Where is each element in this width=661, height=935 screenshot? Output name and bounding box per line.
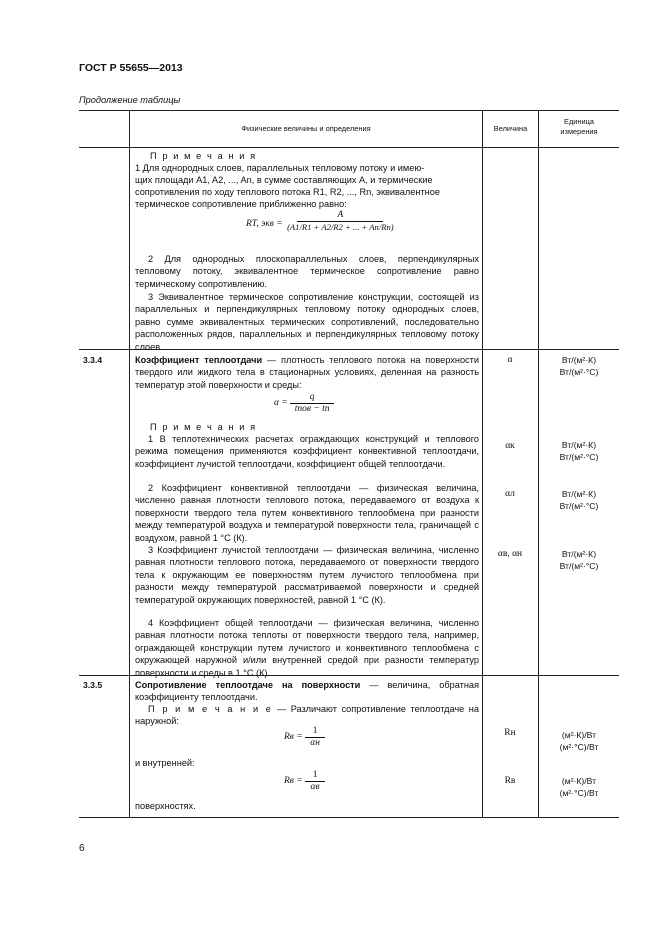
unit-line: Вт/(м²·К) (561, 355, 597, 365)
unit-line: Вт/(м²·К) (561, 489, 597, 499)
unit-line: (м²·К)/Вт (561, 730, 597, 740)
unit-line: (м²·°С)/Вт (559, 788, 599, 798)
symbol-alpha: α (507, 355, 513, 365)
header-unit-line2: измерения (560, 127, 598, 136)
unit-line: (м²·°С)/Вт (559, 742, 599, 752)
unit-line: Вт/(м²·К) (561, 549, 597, 559)
formula-r-inner-fraction (305, 770, 325, 793)
symbol-r-v: Rв (504, 776, 516, 786)
ending-text-335: поверхностях. (135, 801, 196, 811)
formula-r-inner-lhs: Rв = (284, 776, 303, 787)
formula-r-inner (284, 770, 325, 793)
unit-line: Вт/(м²·К) (561, 440, 597, 450)
note-title-335: П р и м е ч а н и е (148, 704, 273, 714)
unit-line: Вт/(м²·°С) (559, 501, 599, 511)
unit-r-n (539, 729, 619, 753)
definition-334-text: — плотность теплового потока на поверхности твердого или жидкого тела в стационарных условиях, деленная на разность температур этой поверхности и среды: (135, 355, 479, 390)
formula-alpha-numerator: q (290, 392, 334, 404)
row-code-335: 3.3.5 (83, 680, 103, 690)
symbol-alpha-k: αк (505, 441, 515, 451)
note1-line-b: щих площади A1, A2, ..., An, в сумме составляющих A, и термические (135, 175, 433, 185)
formula-alpha (274, 392, 334, 415)
header-definitions: Физические величины и определения (241, 124, 371, 133)
formula-r-outer-denominator: αн (310, 738, 320, 748)
unit-alpha-l (539, 488, 619, 512)
formula-r-outer (284, 726, 325, 749)
note2-334: 2 Коэффициент конвективной теплоотдачи — физическая величина, численно равная плотности теплового потока, передаваемого от воздуха к поверхности твердого тела путем конвективного теплообмена при разности между температурой воздуха и температурой поверхности тела, граничащей с воздухом, равной 1 °С (К). (135, 483, 479, 543)
definition-335-text: — величина, обратная коэффициенту теплоотдачи. (135, 680, 479, 703)
unit-alpha-v-n (539, 548, 619, 572)
note1-line-d: термическое сопротивление приближенно равно: (135, 199, 347, 209)
unit-line: Вт/(м²·°С) (559, 561, 599, 571)
formula-alpha-lhs: α = (274, 398, 288, 409)
note1-line-c: сопротивления по ходу теплового потока R1, R2, ..., Rn, эквивалентное (135, 187, 440, 197)
formula-lhs: RT, экв = (246, 219, 283, 230)
formula-r-outer-lhs: Rв = (284, 732, 303, 743)
definition-335 (135, 679, 479, 704)
note4-334: 4 Коэффициент общей теплоотдачи — физическая величина, численно равная плотности потока теплоты от поверхности твердого тела, например, ограждающей конструкции путем лучистого и конвективного теплообмена с окружающей наружной и/или внутренней средой при разности температур поверхности и среды в 1 °С (К). (135, 618, 479, 678)
formula-numerator: A (297, 210, 383, 222)
symbol-r-n: Rн (504, 728, 516, 738)
header-symbol: Величина (493, 124, 528, 133)
table-bottom-border (79, 817, 619, 818)
header-unit-line1: Единица (564, 117, 594, 126)
column-divider-3 (538, 110, 539, 817)
formula-r-outer-fraction (305, 726, 325, 749)
document-code: ГОСТ Р 55655—2013 (79, 62, 183, 74)
symbol-alpha-l: αл (505, 489, 515, 499)
notes-title-334: П р и м е ч а н и я (150, 422, 257, 432)
row-code-334: 3.3.4 (83, 355, 103, 365)
formula-denominator: (A1/R1 + A2/R2 + ... + An/Rn) (287, 222, 394, 232)
note3: 3 Эквивалентное термическое сопротивление конструкции, состоящей из параллельных и перпендикулярных тепловому потоку однородных слоев, равно сумме эквивалентных термических сопротивлений, последовательно расположенных рядов, параллельных и перпендикулярных тепловому потоку слоев. (135, 292, 479, 352)
definition-334 (135, 354, 479, 391)
formula-alpha-fraction (290, 392, 334, 415)
header-unit (539, 117, 619, 137)
formula-r-inner-denominator: αв (310, 782, 320, 792)
formula-equivalent-resistance (246, 210, 396, 233)
note2: 2 Для однородных плоскопараллельных слоев, перпендикулярных тепловому потоку, эквивалентное термическое сопротивление равно термическому сопротивлению. (135, 254, 479, 289)
table-continuation-caption: Продолжение таблицы (79, 95, 181, 105)
formula-r-outer-numerator: 1 (305, 726, 325, 738)
note3-334: 3 Коэффициент лучистой теплоотдачи — физическая величина, численно равная плотности теплового потока, передаваемого от поверхности твердого тела к окружающим ее поверхностям путем лучистого теплообмена при разности между температурой рассматриваемой поверхности и средней температурой окружающих поверхностей, равной 1 °С (К). (135, 545, 479, 605)
note-335 (135, 703, 479, 728)
note-text-335: — Различают сопротивление теплоотдаче на наружной: (135, 704, 479, 727)
term-334: Коэффициент теплоотдачи (135, 355, 263, 365)
formula-alpha-denominator: tпов − tп (294, 404, 330, 414)
notes-title: П р и м е ч а н и я (150, 151, 257, 161)
unit-line: Вт/(м²·°С) (559, 367, 599, 377)
term-335: Сопротивление теплоотдаче на поверхности (135, 680, 361, 690)
between-text-335: и внутренней: (135, 758, 195, 768)
unit-alpha (539, 354, 619, 378)
note1-line-a: 1 Для однородных слоев, параллельных тепловому потоку и имею- (135, 163, 425, 173)
note1-334: 1 В теплотехнических расчетах ограждающих конструкций и теплового режима помещения применяются коэффициент конвективной теплоотдачи, коэффициент лучистой теплоотдачи, коэффициент общей теплоотдачи. (135, 434, 479, 469)
unit-line: Вт/(м²·°С) (559, 452, 599, 462)
unit-alpha-k (539, 439, 619, 463)
page-number: 6 (79, 843, 85, 854)
unit-r-v (539, 775, 619, 799)
column-divider-1 (129, 110, 130, 817)
column-divider-2 (482, 110, 483, 817)
formula-r-inner-numerator: 1 (305, 770, 325, 782)
symbol-alpha-v-n: αв, αн (497, 549, 523, 559)
formula-fraction (285, 210, 396, 233)
unit-line: (м²·К)/Вт (561, 776, 597, 786)
